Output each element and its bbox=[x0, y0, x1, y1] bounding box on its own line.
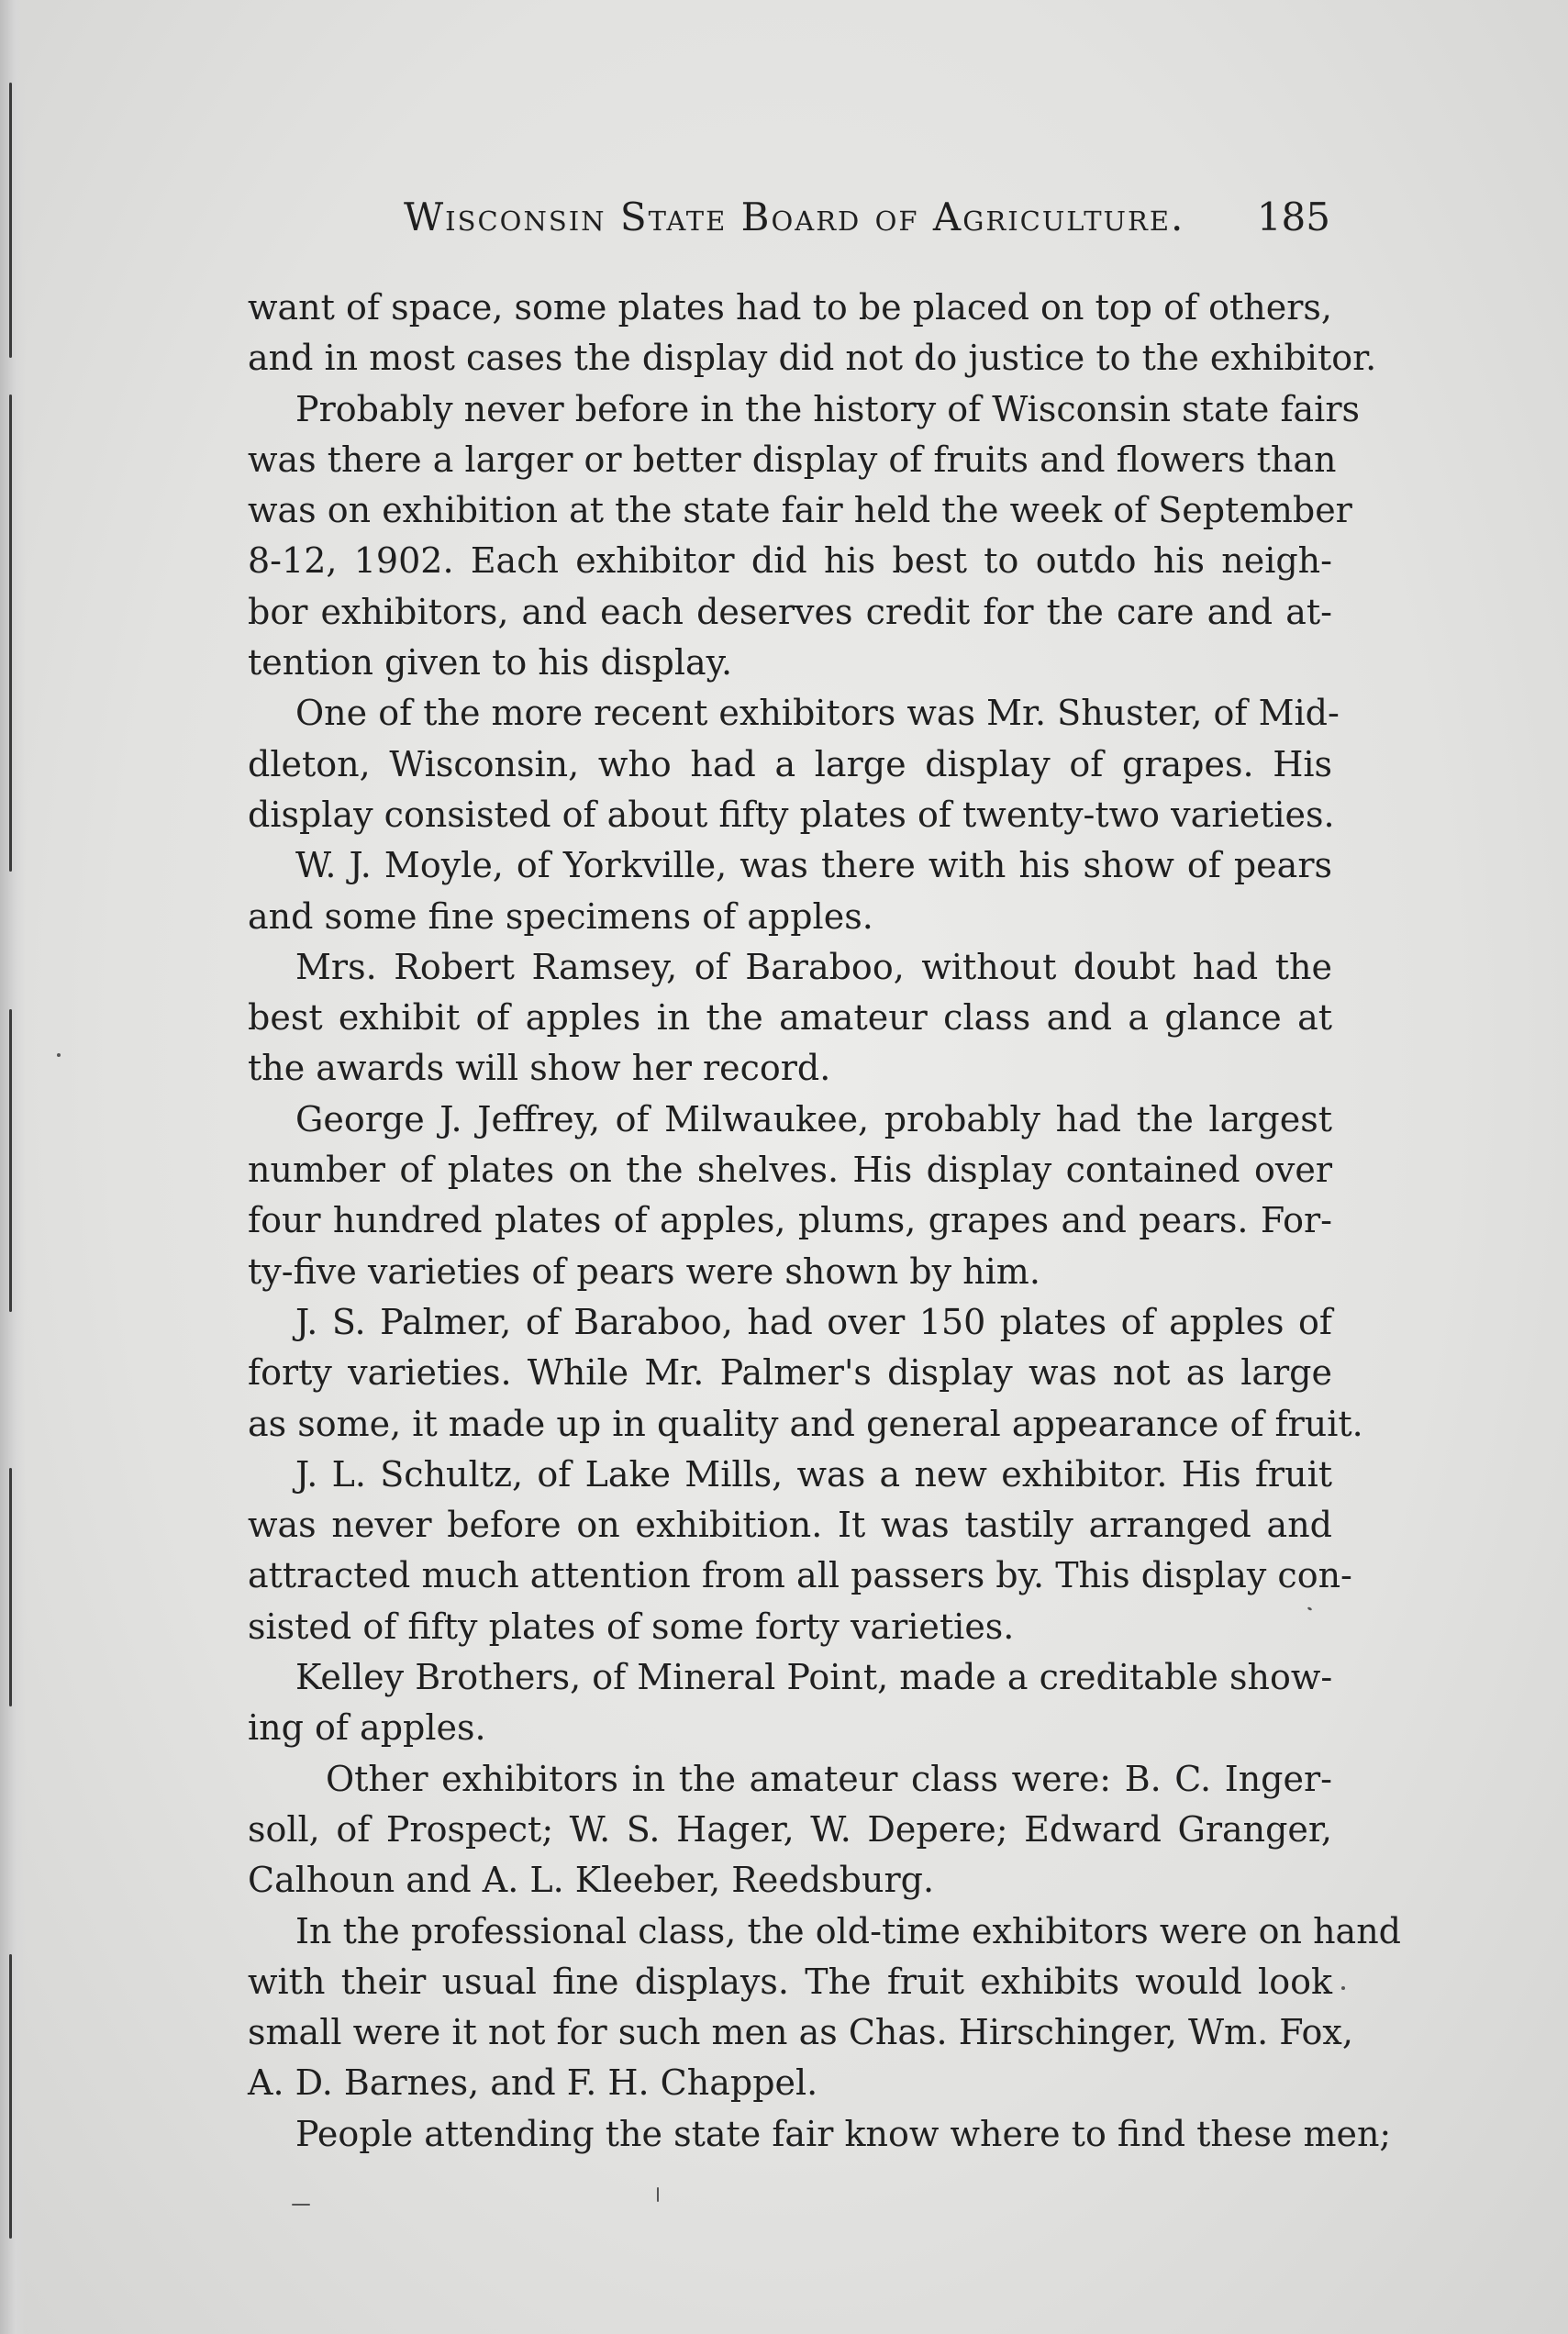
text-line: dleton, Wisconsin, who had a large display of grapes. His bbox=[248, 743, 1332, 784]
text-line: four hundred plates of apples, plums, grapes and pears. For- bbox=[248, 1200, 1332, 1241]
text-line: best exhibit of apples in the amateur class and a glance at bbox=[248, 997, 1332, 1039]
paper-speck bbox=[657, 2187, 659, 2202]
text-line: as some, it made up in quality and general appearance of fruit. bbox=[248, 1403, 1363, 1444]
binding-shadow bbox=[0, 0, 26, 2334]
binding-mark bbox=[9, 395, 12, 872]
text-line: was there a larger or better display of fruits and flowers than bbox=[248, 439, 1337, 480]
text-line: soll, of Prospect; W. S. Hager, W. Depere; Edward Granger, bbox=[248, 1808, 1332, 1850]
text-line: was never before on exhibition. It was tastily arranged and bbox=[248, 1505, 1332, 1546]
text-line: J. L. Schultz, of Lake Mills, was a new exhibitor. His fruit bbox=[295, 1453, 1332, 1495]
paper-speck bbox=[57, 1053, 61, 1057]
running-head bbox=[248, 194, 1330, 250]
text-line: ty-five varieties of pears were shown by him. bbox=[248, 1250, 1040, 1292]
text-line: ing of apples. bbox=[248, 1707, 486, 1749]
text-line: want of space, some plates had to be placed on top of others, bbox=[248, 287, 1332, 328]
text-line: sisted of fifty plates of some forty varieties. bbox=[248, 1606, 1015, 1647]
text-line: attracted much attention from all passers by. This display con- bbox=[248, 1555, 1352, 1596]
text-line: with their usual fine displays. The fruit exhibits would look bbox=[248, 1961, 1332, 2002]
body-text bbox=[248, 283, 1401, 2160]
page-number: 185 bbox=[1256, 194, 1330, 239]
text-line: and in most cases the display did not do justice to the exhibitor. bbox=[248, 338, 1377, 379]
text-line: J. S. Palmer, of Baraboo, had over 150 plates of apples of bbox=[295, 1301, 1332, 1342]
binding-mark bbox=[9, 1468, 12, 1706]
text-line: bor exhibitors, and each deserves credit for the care and at- bbox=[248, 591, 1332, 632]
text-line: tention given to his display. bbox=[248, 642, 733, 684]
text-line: the awards will show her record. bbox=[248, 1048, 831, 1089]
text-line: Other exhibitors in the amateur class were: B. C. Inger- bbox=[326, 1758, 1332, 1799]
text-line: W. J. Moyle, of Yorkville, was there with his show of pears bbox=[295, 845, 1332, 886]
text-line: People attending the state fair know where to find these men; bbox=[295, 2113, 1392, 2154]
text-line: and some fine specimens of apples. bbox=[248, 895, 873, 937]
text-line: Calhoun and A. L. Kleeber, Reedsburg. bbox=[248, 1860, 935, 1901]
binding-mark bbox=[9, 1009, 12, 1312]
text-line: 8-12, 1902. Each exhibitor did his best to outdo his neigh- bbox=[248, 540, 1332, 582]
binding-mark bbox=[9, 1954, 12, 2239]
text-line: Kelley Brothers, of Mineral Point, made a creditable show- bbox=[295, 1657, 1333, 1698]
text-line: In the professional class, the old-time exhibitors were on hand bbox=[295, 1910, 1401, 1951]
paper-speck bbox=[1341, 1986, 1345, 1990]
text-line: A. D. Barnes, and F. H. Chappel. bbox=[248, 2062, 818, 2104]
text-line: One of the more recent exhibitors was Mr. Shuster, of Mid- bbox=[295, 693, 1340, 734]
text-line: Probably never before in the history of Wisconsin state fairs bbox=[295, 388, 1360, 429]
paper-speck bbox=[292, 2204, 310, 2206]
text-line: number of plates on the shelves. His display contained over bbox=[248, 1150, 1332, 1191]
text-line: Mrs. Robert Ramsey, of Baraboo, without doubt had the bbox=[295, 946, 1332, 987]
text-line: was on exhibition at the state fair held the week of September bbox=[248, 490, 1352, 531]
text-line: small were it not for such men as Chas. Hirschinger, Wm. Fox, bbox=[248, 2012, 1353, 2053]
text-line: display consisted of about fifty plates of twenty-two varieties. bbox=[248, 794, 1335, 835]
text-line: forty varieties. While Mr. Palmer's display was not as large bbox=[248, 1352, 1332, 1394]
running-title: Wisconsin State Board of Agriculture. bbox=[404, 194, 1185, 239]
text-line: George J. Jeffrey, of Milwaukee, probably had the largest bbox=[295, 1098, 1332, 1139]
binding-mark bbox=[9, 83, 12, 358]
